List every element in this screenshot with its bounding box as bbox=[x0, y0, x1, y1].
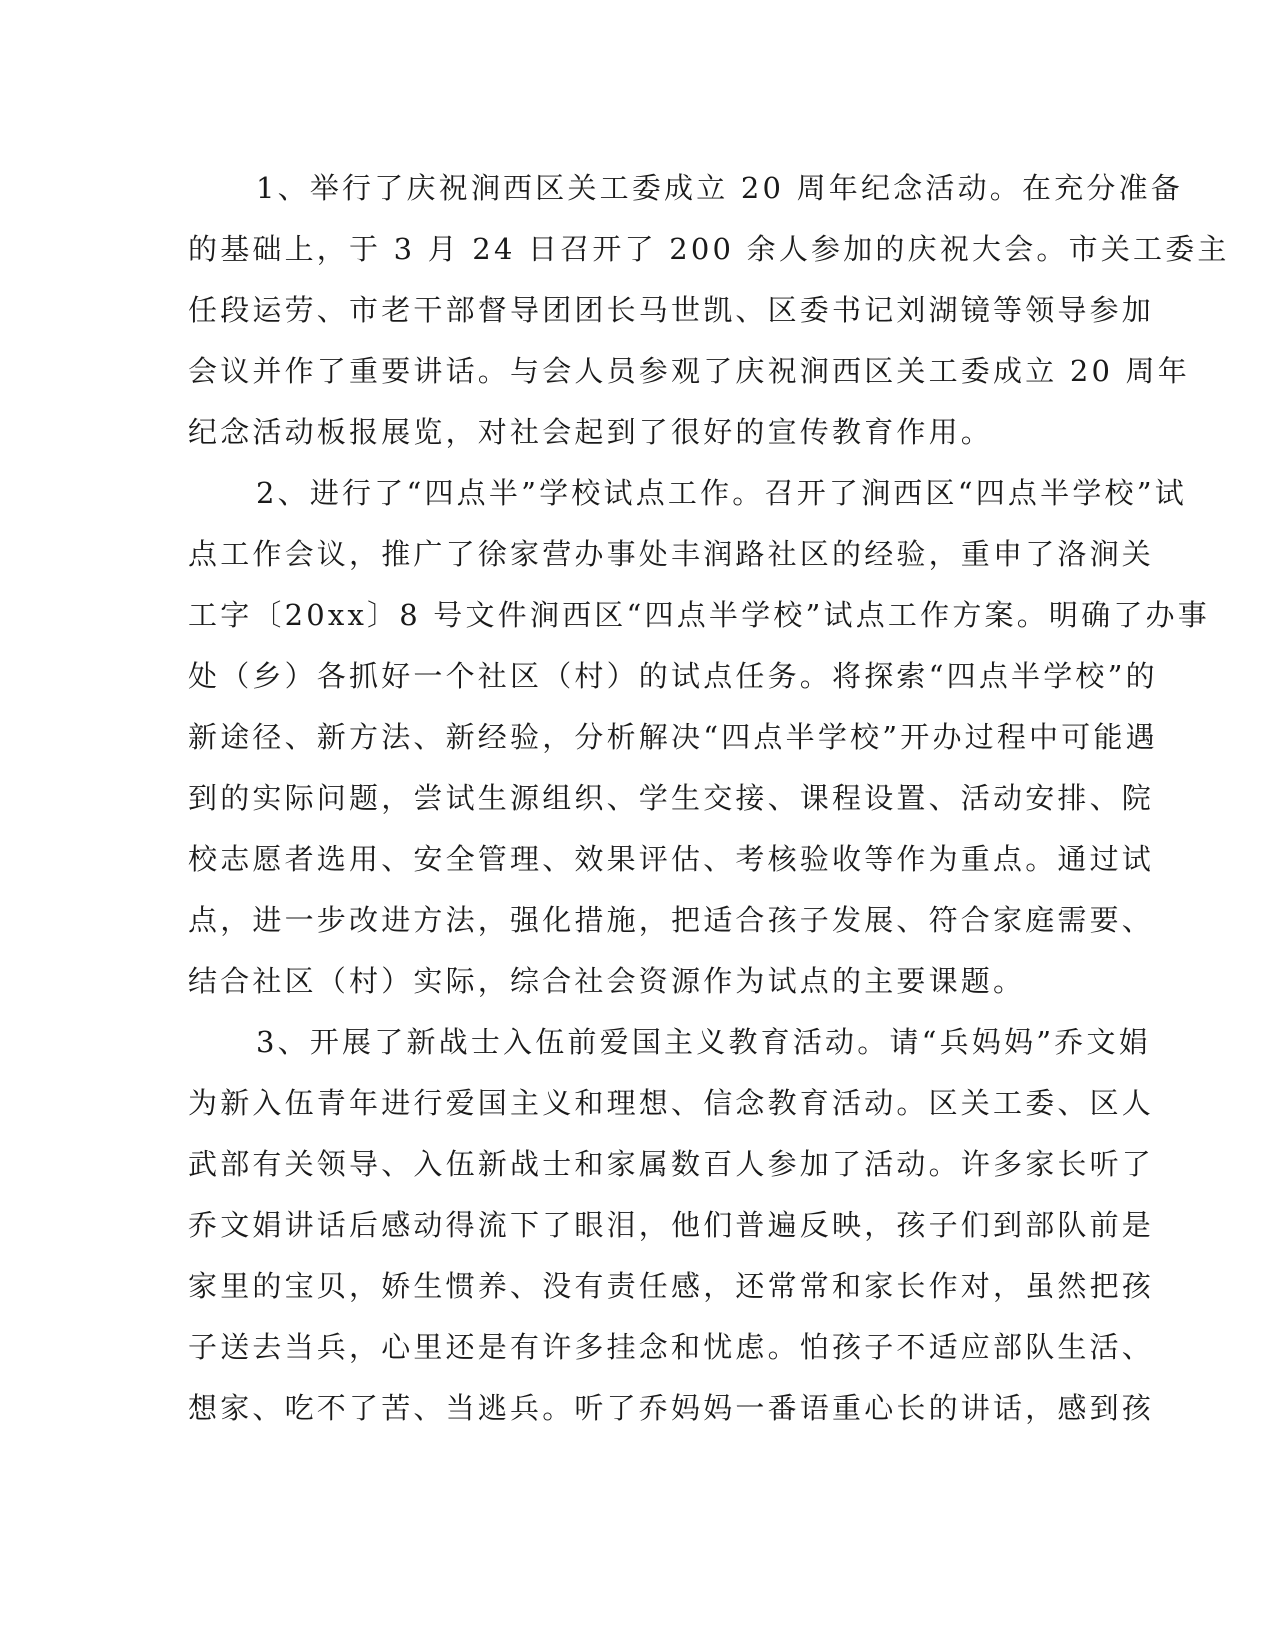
text-line: 3、开展了新战士入伍前爱国主义教育活动。请“兵妈妈”乔文娟 bbox=[256, 1025, 1151, 1059]
text-line: 武部有关领导、入伍新战士和家属数百人参加了活动。许多家长听了 bbox=[188, 1147, 1155, 1181]
text-line: 的基础上，于 3 月 24 日召开了 200 余人参加的庆祝大会。市关工委主 bbox=[188, 232, 1230, 266]
text-line: 结合社区（村）实际，综合社会资源作为试点的主要课题。 bbox=[188, 964, 1026, 998]
text-line: 处（乡）各抓好一个社区（村）的试点任务。将探索“四点半学校”的 bbox=[188, 659, 1158, 693]
text-line: 乔文娟讲话后感动得流下了眼泪，他们普遍反映，孩子们到部队前是 bbox=[188, 1208, 1155, 1242]
text-line: 到的实际问题，尝试生源组织、学生交接、课程设置、活动安排、院 bbox=[188, 781, 1155, 815]
document-body bbox=[188, 158, 1230, 1439]
text-line: 1、举行了庆祝涧西区关工委成立 20 周年纪念活动。在充分准备 bbox=[256, 171, 1183, 205]
text-line: 为新入伍青年进行爱国主义和理想、信念教育活动。区关工委、区人 bbox=[188, 1086, 1155, 1120]
text-line: 子送去当兵，心里还是有许多挂念和忧虑。怕孩子不适应部队生活、 bbox=[188, 1330, 1155, 1364]
text-line: 工字〔20xx〕8 号文件涧西区“四点半学校”试点工作方案。明确了办事 bbox=[188, 598, 1210, 632]
text-line: 校志愿者选用、安全管理、效果评估、考核验收等作为重点。通过试 bbox=[188, 842, 1155, 876]
text-line: 点，进一步改进方法，强化措施，把适合孩子发展、符合家庭需要、 bbox=[188, 903, 1155, 937]
text-line: 想家、吃不了苦、当逃兵。听了乔妈妈一番语重心长的讲话，感到孩 bbox=[188, 1391, 1155, 1425]
paragraph-1 bbox=[188, 158, 1230, 463]
paragraph-3 bbox=[188, 1012, 1155, 1439]
text-line: 2、进行了“四点半”学校试点工作。召开了涧西区“四点半学校”试 bbox=[256, 476, 1187, 510]
text-line: 会议并作了重要讲话。与会人员参观了庆祝涧西区关工委成立 20 周年 bbox=[188, 354, 1190, 388]
text-line: 新途径、新方法、新经验，分析解决“四点半学校”开办过程中可能遇 bbox=[188, 720, 1158, 754]
paragraph-2 bbox=[188, 463, 1210, 1012]
text-line: 点工作会议，推广了徐家营办事处丰润路社区的经验，重申了洛涧关 bbox=[188, 537, 1155, 571]
text-line: 任段运劳、市老干部督导团团长马世凯、区委书记刘湖镜等领导参加 bbox=[188, 293, 1155, 327]
text-line: 家里的宝贝，娇生惯养、没有责任感，还常常和家长作对，虽然把孩 bbox=[188, 1269, 1155, 1303]
text-line: 纪念活动板报展览，对社会起到了很好的宣传教育作用。 bbox=[188, 415, 994, 449]
